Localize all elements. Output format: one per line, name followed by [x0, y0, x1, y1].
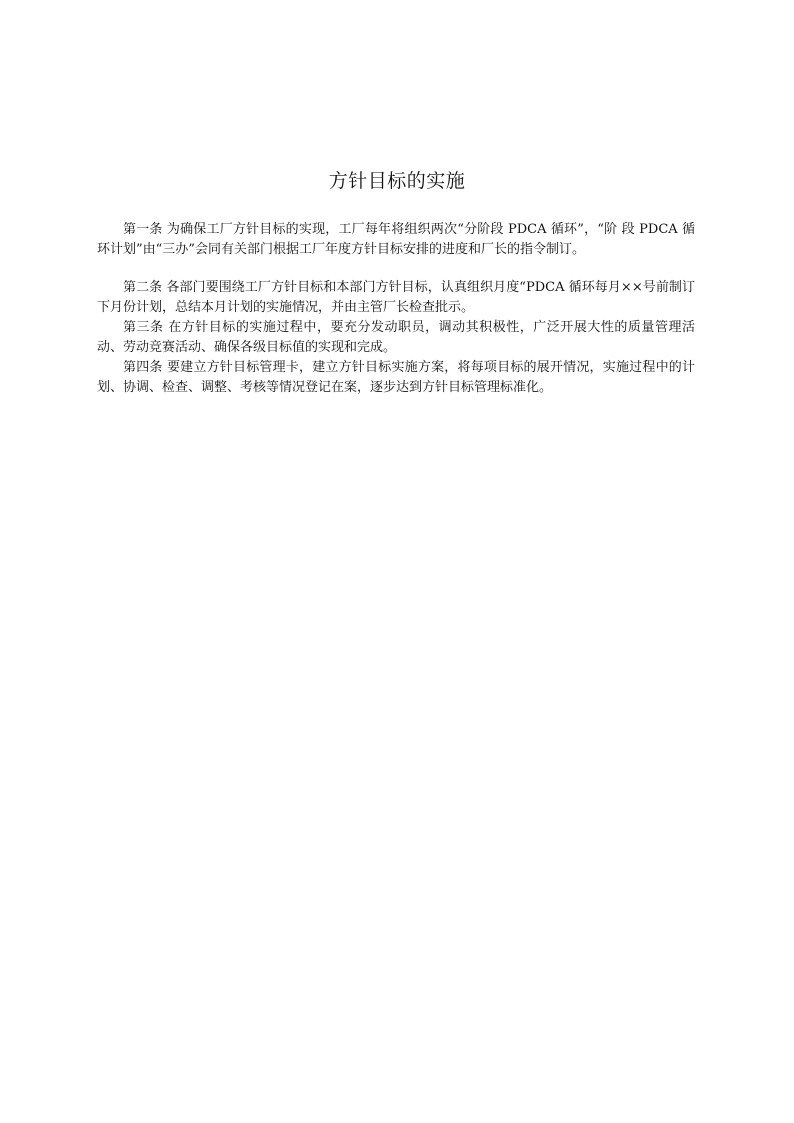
article-3-paragraph: 第三条 在方针目标的实施过程中，要充分发动职员，调动其积极性，广泛开展大性的质量管理活动、劳动竞赛活动、确保各级目标值的实现和完成。: [97, 320, 695, 355]
article-1-paragraph: 第一条 为确保工厂方针目标的实现，工厂每年将组织两次“分阶段 PDCA 循环”，“阶 段 PDCA 循环计划”由“三办”会同有关部门根据工厂年度方针目标安排的进度和厂长的指令制订。: [97, 222, 695, 257]
article-2-paragraph: 第二条 各部门要围绕工厂方针目标和本部门方针目标，认真组织月度“PDCA 循环每月××号前制订下月份计划，总结本月计划的实施情况，并由主管厂长检查批示。: [97, 280, 695, 315]
page-title: 方针目标的实施: [328, 170, 466, 192]
article-4-paragraph: 第四条 要建立方针目标管理卡，建立方针目标实施方案，将每项目标的展开情况，实施过程中的计划、协调、检查、调整、考核等情况登记在案，逐步达到方针目标管理标准化。: [97, 360, 695, 395]
document-body: [97, 220, 695, 398]
